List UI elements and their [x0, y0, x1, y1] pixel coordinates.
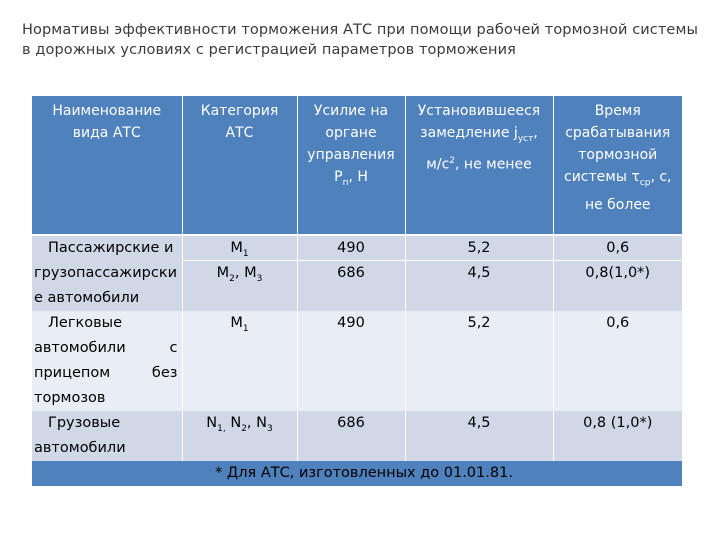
title-line-1: Нормативы эффективности торможения АТС при помощи рабочей тормозной системы	[22, 22, 699, 38]
header-decel-text: , не менее	[455, 156, 532, 173]
header-row	[32, 96, 682, 235]
cell-deceleration	[405, 235, 553, 311]
title-line-2: в дорожных условиях с регистрацией параметров торможения	[22, 42, 516, 58]
category-text: , N	[246, 415, 267, 431]
category-text: N	[225, 415, 242, 431]
category-subscript: 1	[242, 323, 249, 334]
header-force-line: управления	[307, 147, 395, 163]
table-row	[32, 235, 682, 311]
category-text: , М	[234, 265, 257, 281]
category-value	[183, 236, 297, 261]
category-subscript: 2	[241, 423, 247, 434]
header-time-line	[554, 166, 683, 194]
cell-response-time: 0,6	[553, 311, 682, 411]
footnote: * Для АТС, изготовленных до 01.01.81.	[32, 461, 682, 486]
cell-response-time	[553, 235, 682, 311]
cell-response-time: 0,8 (1,0*)	[553, 411, 682, 461]
cell-control-force: 686	[297, 411, 405, 461]
cell-category	[182, 411, 297, 461]
vehicle-type-text: Пассажирские и	[48, 240, 174, 256]
category-text: N	[206, 415, 218, 431]
category-text: М	[230, 315, 243, 331]
category-subscript: 1,	[217, 423, 226, 434]
vehicle-type-text: грузопассажирски е автомобили	[34, 265, 178, 306]
table-row	[32, 311, 682, 411]
deceleration-value: 4,5	[467, 265, 491, 281]
header-category-line: АТС	[225, 125, 254, 141]
force-value: 686	[337, 265, 365, 281]
vehicle-type-text: Легковые	[48, 315, 122, 331]
cell-vehicle-type	[32, 311, 182, 411]
cell-deceleration: 4,5	[405, 411, 553, 461]
header-response-time	[553, 96, 682, 235]
table-row	[32, 411, 682, 461]
category-subscript: 3	[256, 273, 263, 284]
header-decel-text: ,	[533, 125, 538, 141]
cell-control-force	[297, 235, 405, 311]
header-time-text: , с,	[650, 169, 672, 185]
slide-title	[22, 20, 712, 60]
cell-vehicle-type	[32, 235, 182, 311]
header-force-line: Усилие на	[313, 103, 389, 119]
header-time-text: системы τ	[564, 169, 640, 185]
cell-control-force: 490	[297, 311, 405, 411]
header-time-line: не более	[584, 196, 651, 213]
header-force-unit: , Н	[348, 169, 368, 185]
cell-category	[182, 235, 297, 311]
header-time-line: срабатывания	[565, 125, 671, 141]
header-decel-text: м/с	[426, 156, 450, 173]
header-force-line: органе	[325, 125, 377, 141]
header-decel-line	[406, 150, 553, 176]
footnote-row	[32, 461, 682, 486]
header-decel-subscript: уст	[517, 133, 534, 144]
header-decel-text: замедление j	[420, 125, 518, 141]
vehicle-type-text: автомобили	[34, 440, 126, 456]
vehicle-type-text: Грузовые	[48, 415, 121, 431]
header-vehicle-type-line: Наименование	[52, 103, 162, 119]
category-subscript: 1	[242, 248, 249, 259]
header-time-subscript: ср	[639, 177, 651, 188]
response-time-value: 0,6	[554, 236, 683, 261]
category-subscript: 3	[267, 423, 273, 434]
header-vehicle-type-line: вида АТС	[72, 125, 141, 141]
category-value	[183, 261, 297, 292]
braking-standards-table	[32, 96, 682, 486]
header-vehicle-type	[32, 96, 182, 235]
header-decel-superscript: 2	[449, 155, 456, 166]
response-time-value: 0,8(1,0*)	[585, 265, 651, 281]
header-force-subscript: п	[342, 177, 349, 188]
header-category-line: Категория	[200, 103, 279, 119]
cell-deceleration: 5,2	[405, 311, 553, 411]
category-text: М	[216, 265, 230, 281]
vehicle-type-text: автомобили с прицепом без тормозов	[34, 340, 178, 406]
category-subscript: 2	[229, 273, 235, 284]
cell-category	[182, 311, 297, 411]
header-decel-line	[406, 122, 553, 150]
cell-vehicle-type	[32, 411, 182, 461]
header-time-line: Время	[594, 103, 641, 119]
header-decel-line: Установившееся	[417, 103, 541, 119]
header-control-force	[297, 96, 405, 235]
header-time-line: тормозной	[578, 147, 658, 163]
force-value: 490	[298, 236, 405, 261]
header-force-symbol: Р	[334, 169, 343, 185]
category-text: М	[230, 240, 243, 256]
header-category	[182, 96, 297, 235]
header-deceleration	[405, 96, 553, 235]
deceleration-value: 5,2	[406, 236, 553, 261]
header-force-line	[298, 166, 405, 194]
